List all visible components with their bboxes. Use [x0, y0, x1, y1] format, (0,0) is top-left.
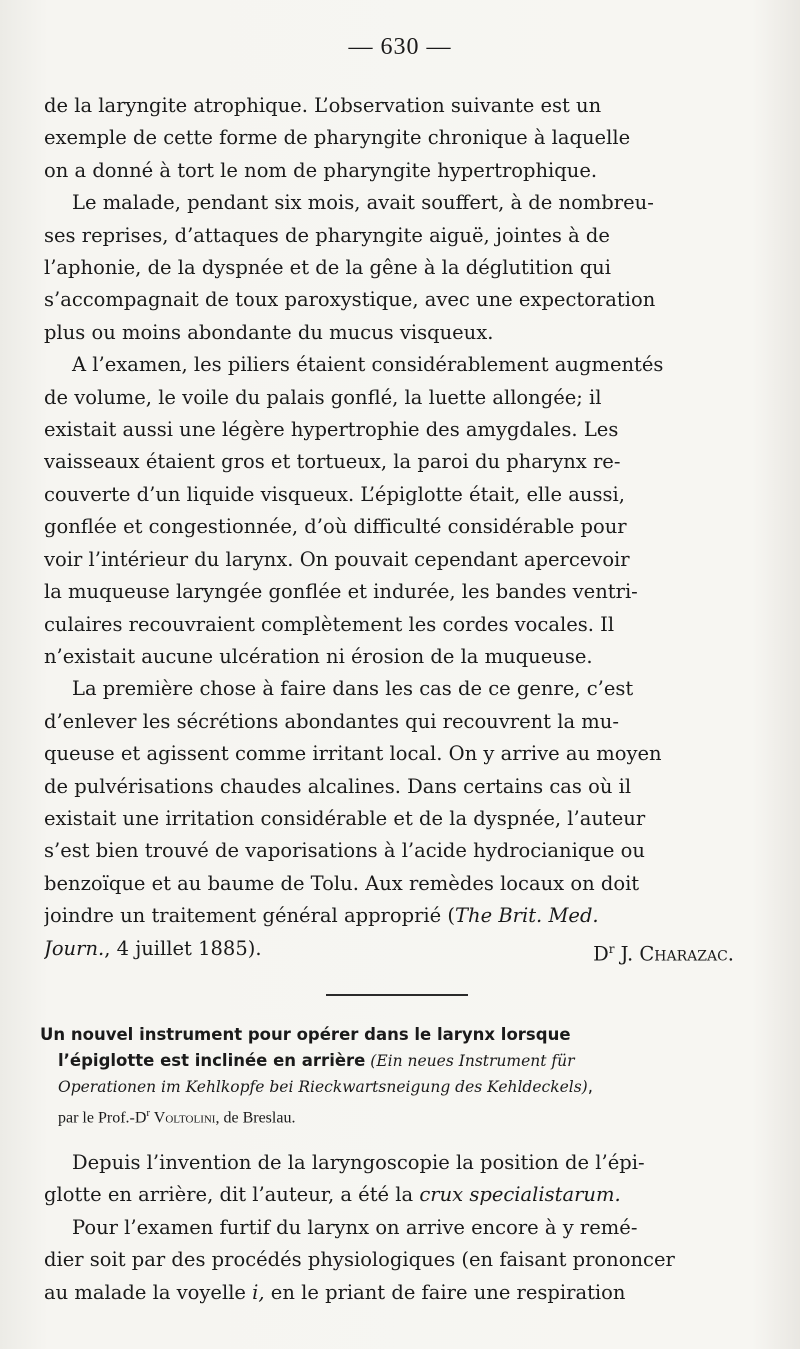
author-name: Voltolini: [150, 1109, 216, 1127]
text-line: de pulvérisations chaudes alcalines. Dans certains cas où il: [44, 774, 632, 798]
text-line: plus ou moins abondante du mucus visqueux.: [44, 320, 494, 344]
text-line: benzoïque et au baume de Tolu. Aux remèdes locaux on doit: [44, 871, 640, 895]
text-line: vaisseaux étaient gros et tortueux, la paroi du pharynx re-: [44, 450, 621, 474]
text-line: Le malade, pendant six mois, avait souffert, à de nombreu-: [72, 191, 654, 215]
text-line: [44, 1179, 762, 1211]
text-fragment: au malade la voyelle: [44, 1280, 253, 1304]
page-number: — 630 —: [348, 34, 452, 60]
text-line: de volume, le voile du palais gonflé, la luette allongée; il: [44, 385, 602, 409]
title-text: l’épiglotte est inclinée en arrière: [58, 1051, 366, 1070]
text-line: gonflée et congestionnée, d’où difficulté considérable pour: [44, 515, 627, 539]
title-line-1: [40, 1022, 770, 1048]
vowel: i,: [252, 1280, 265, 1304]
text-line: n’existait aucune ulcération ni érosion de la muqueuse.: [44, 644, 593, 668]
german-title: (Ein neues Instrument für: [365, 1052, 575, 1070]
article-heading: [40, 1022, 770, 1131]
byline: [40, 1100, 770, 1131]
text-line: s’est bien trouvé de vaporisations à l’acide hydrocianique ou: [44, 839, 645, 863]
paragraph-4: [44, 673, 762, 970]
paragraph-2: [44, 187, 762, 349]
citation-line: [44, 933, 762, 971]
text-line: s’accompagnait de toux paroxystique, avec une expectoration: [44, 288, 656, 312]
paragraph-5: [44, 1147, 762, 1212]
latin-phrase: crux specialistarum.: [419, 1183, 621, 1207]
text-line: l’aphonie, de la dyspnée et de la gêne à la déglutition qui: [44, 256, 611, 280]
text-fragment: en le priant de faire une respiration: [264, 1280, 626, 1304]
signature-initial: J.: [614, 942, 640, 966]
section-divider: [326, 994, 468, 996]
title-text: Un nouvel instrument pour opérer dans le larynx lorsque: [40, 1025, 571, 1044]
text-line: Pour l’examen furtif du larynx on arrive encore à y remé-: [72, 1215, 638, 1239]
citation: [44, 933, 262, 971]
text-line: existait aussi une légère hypertrophie des amygdales. Les: [44, 418, 619, 442]
german-title: Operationen im Kehlkopfe bei Rieckwartsneigung des Kehldeckels): [58, 1078, 588, 1096]
title-line-2: [40, 1048, 770, 1074]
text-line: [44, 900, 762, 932]
journal-abbrev: Journ.: [44, 936, 105, 960]
signature-name: Charazac.: [639, 942, 734, 966]
text-line: A l’examen, les piliers étaient considérablement augmentés: [72, 353, 664, 377]
text-line: exemple de cette forme de pharyngite chronique à laquelle: [44, 126, 631, 150]
citation-date: , 4 juillet 1885).: [104, 936, 262, 960]
text-line: La première chose à faire dans les cas de ce genre, c’est: [72, 677, 634, 701]
signature-sup: r: [608, 941, 615, 956]
text-line: existait une irritation considérable et de la dyspnée, l’auteur: [44, 806, 646, 830]
text-line: ses reprises, d’attaques de pharyngite aiguë, jointes à de: [44, 223, 610, 247]
text-fragment: joindre un traitement général approprié (: [44, 904, 456, 928]
text-line: la muqueuse laryngée gonflée et indurée, les bandes ventri-: [44, 580, 638, 604]
paragraph-6: [44, 1212, 762, 1309]
text-line: voir l’intérieur du larynx. On pouvait cependant apercevoir: [44, 547, 630, 571]
signature: [593, 933, 762, 971]
text-line: d’enlever les sécrétions abondantes qui recouvrent la mu-: [44, 709, 619, 733]
paragraph-1: [44, 90, 762, 187]
text-line: couverte d’un liquide visqueux. L’épiglotte était, elle aussi,: [44, 482, 625, 506]
main-text-2: [44, 1147, 762, 1309]
text-line: dier soit par des procédés physiologiques (en faisant prononcer: [44, 1248, 675, 1272]
text-line: on a donné à tort le nom de pharyngite hypertrophique.: [44, 158, 598, 182]
text-line: [44, 1277, 762, 1309]
text-line: culaires recouvraient complètement les cordes vocales. Il: [44, 612, 615, 636]
title-comma: ,: [587, 1077, 593, 1096]
text-line: de la laryngite atrophique. L’observation suivante est un: [44, 94, 602, 117]
text-line: Depuis l’invention de la laryngoscopie la position de l’épi-: [72, 1151, 645, 1174]
journal-title: The Brit. Med.: [455, 904, 599, 928]
signature-prefix: D: [593, 942, 609, 966]
text-fragment: glotte en arrière, dit l’auteur, a été la: [44, 1183, 420, 1207]
byline-sup: r: [146, 1107, 151, 1119]
main-text: [44, 90, 762, 970]
byline-suffix: , de Breslau.: [215, 1109, 296, 1127]
text-line: queuse et agissent comme irritant local. On y arrive au moyen: [44, 742, 662, 766]
byline-prefix: par le Prof.-D: [58, 1109, 147, 1127]
title-line-3: [40, 1074, 770, 1100]
paragraph-3: [44, 349, 762, 673]
